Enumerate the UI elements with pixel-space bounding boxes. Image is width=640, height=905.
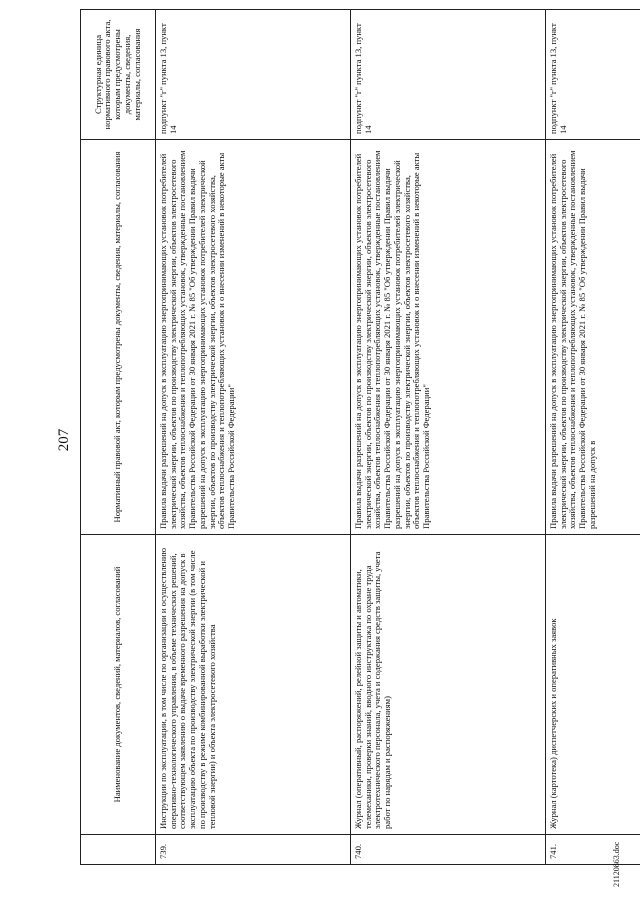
row-number: 740.	[351, 835, 546, 865]
header-number	[81, 835, 156, 865]
row-structural-unit: подпункт "г" пункта 13, пункт 14	[351, 10, 546, 140]
row-number: 741.	[546, 835, 640, 865]
row-document-name: Инструкции по эксплуатации, в том числе по организации и осуществлению оперативно-технологического управления, в объеме технических решений, соответствующем заявлению о выдаче временного разрешения на допуск в эксплуатацию объекта по производству электрической энергии (в том числе по производству в режиме комбинированной выработки электрической и тепловой энергии) и объекта электросетевого хозяйства	[156, 535, 351, 835]
row-legal-act: Правила выдачи разрешений на допуск в эксплуатацию энергопринимающих установок потребителей электрической энергии, объектов по производству электрической энергии, объектов электросетевого хозяйства, объектов теплоснабжения и теплопотребляющих установок, утвержденные постановлением Правительства Российской Федерации от 30 января 2021 г. № 85 "Об утверждении Правил выдачи разрешений на допуск в	[546, 140, 640, 535]
table-row	[351, 10, 546, 865]
row-structural-unit: подпункт "г" пункта 13, пункт 14	[156, 10, 351, 140]
row-document-name: Журнал (оперативный, распоряжений, релейной защиты и автоматики, телемеханики, проверки знаний, вводного инструктажа по охране труда электротехнического персонала, учета и содержания средств защиты, учета работ по нарядам и распоряжениям)	[351, 535, 546, 835]
header-act: Нормативный правовой акт, которым предусмотрены документы, сведения, материалы, согласования	[81, 140, 156, 535]
row-legal-act: Правила выдачи разрешений на допуск в эксплуатацию энергопринимающих установок потребителей электрической энергии, объектов по производству электрической энергии, объектов электросетевого хозяйства, объектов теплоснабжения и теплопотребляющих установок, утвержденные постановлением Правительства Российской Федерации от 30 января 2021 г. № 85 "Об утверждении Правил выдачи разрешений на допуск в эксплуатацию энергопринимающих установок потребителей электрической энергии, объектов по производству электрической энергии, объектов электросетевого хозяйства, объектов теплоснабжения и теплопотребляющих установок и о внесении изменений в некоторые акты Правительства Российской Федерации"	[156, 140, 351, 535]
table-header-row	[81, 10, 156, 865]
table-row	[546, 10, 640, 865]
row-document-name: Журнал (картотека) диспетчерских и оперативных заявок	[546, 535, 640, 835]
header-name: Наименование документов, сведений, материалов, согласований	[81, 535, 156, 835]
row-legal-act: Правила выдачи разрешений на допуск в эксплуатацию энергопринимающих установок потребителей электрической энергии, объектов по производству электрической энергии, объектов электросетевого хозяйства, объектов теплоснабжения и теплопотребляющих установок, утвержденные постановлением Правительства Российской Федерации от 30 января 2021 г. № 85 "Об утверждении Правил выдачи разрешений на допуск в эксплуатацию энергопринимающих установок потребителей электрической энергии, объектов по производству электрической энергии, объектов электросетевого хозяйства, объектов теплоснабжения и теплопотребляющих установок и о внесении изменений в некоторые акты Правительства Российской Федерации"	[351, 140, 546, 535]
page-number: 207	[56, 428, 72, 452]
row-number: 739.	[156, 835, 351, 865]
documents-table	[80, 9, 640, 865]
row-structural-unit: подпункт "г" пункта 13, пункт 14	[546, 10, 640, 140]
file-code: 21120863.doc	[612, 841, 621, 887]
header-unit: Структурная единица нормативного правового акта, которым предусмотрены документы, сведения, материалы, согласования	[81, 10, 156, 140]
table-row	[156, 10, 351, 865]
